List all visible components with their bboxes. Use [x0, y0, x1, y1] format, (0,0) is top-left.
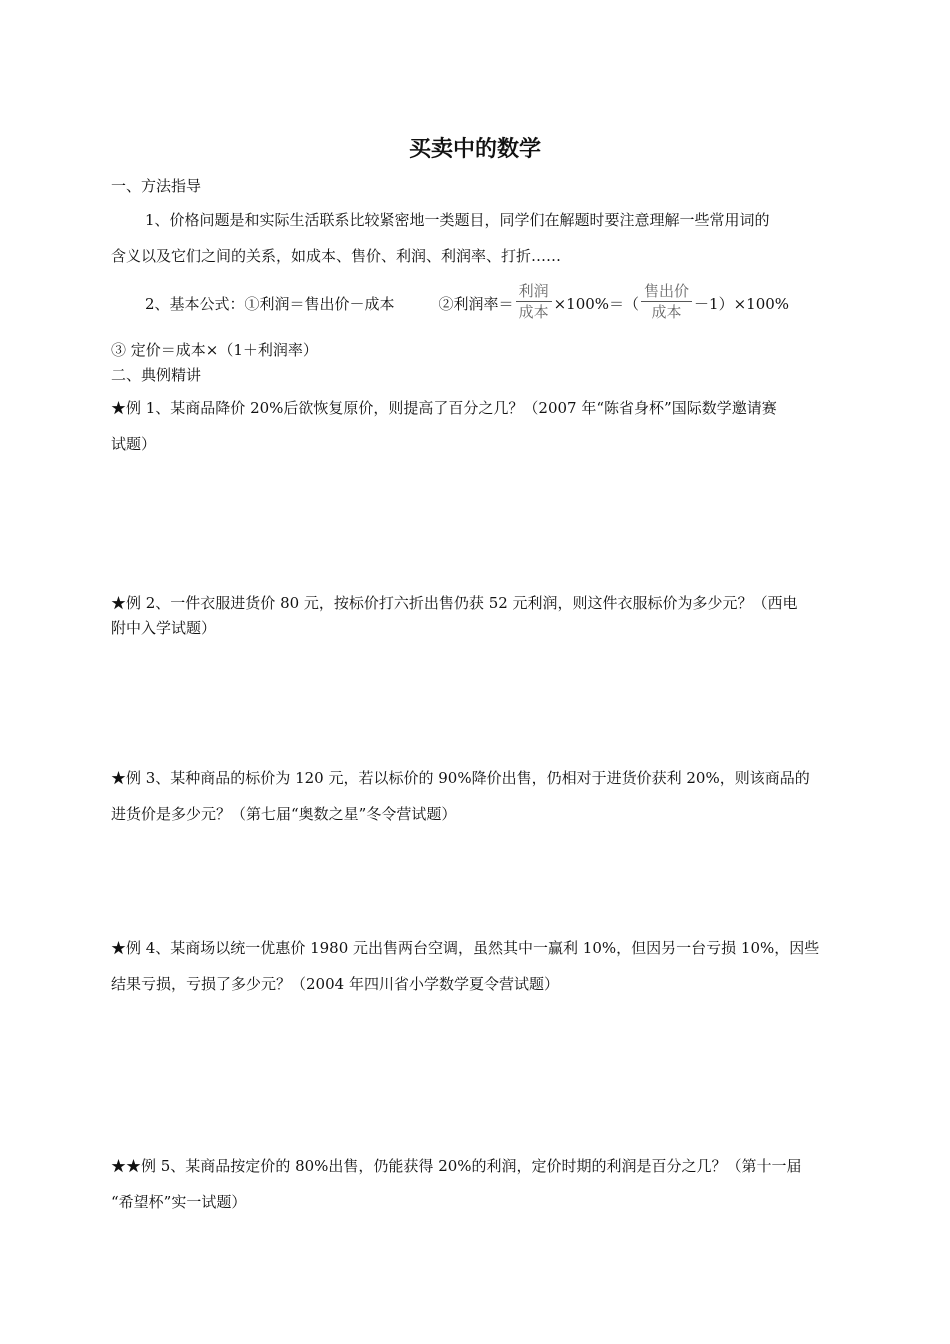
example-2-line-1: ★例 2、一件衣服进货价 80 元，按标价打六折出售仍获 52 元利润，则这件衣服标价为多少元？（西电	[111, 594, 798, 612]
example-1-line-2: 试题）	[111, 435, 157, 453]
formula-profit-rate-prefix: ②利润率＝	[438, 294, 514, 313]
page-title: 买卖中的数学	[408, 137, 541, 162]
formula-profit: 2、基本公式：①利润＝售出价－成本	[145, 294, 395, 313]
fraction-profit-over-cost	[516, 282, 552, 321]
example-3-line-2: 进货价是多少元？（第七届“奥数之星”冬令营试题）	[111, 805, 457, 823]
formula-row	[145, 280, 789, 326]
fraction-numerator: 利润	[516, 282, 552, 302]
formula-profit-rate-mid: ×100%＝（	[553, 294, 640, 313]
fraction-denominator: 成本	[518, 302, 549, 321]
example-5-line-1: ★★例 5、某商品按定价的 80%出售，仍能获得 20%的利润，定价时期的利润是百分之几？（第十一届	[111, 1157, 802, 1175]
example-2-line-2: 附中入学试题）	[111, 619, 217, 637]
example-1-line-1: ★例 1、某商品降价 20%后欲恢复原价，则提高了百分之几？（2007 年“陈省身杯”国际数学邀请赛	[111, 399, 777, 417]
example-4-line-1: ★例 4、某商场以统一优惠价 1980 元出售两台空调，虽然其中一赢利 10%，但因另一台亏损 10%，因些	[111, 939, 820, 957]
formula-profit-rate-suffix: －1）×100%	[694, 294, 790, 313]
fraction-price-over-cost	[641, 282, 692, 321]
section-heading-method: 一、方法指导	[111, 177, 202, 195]
formula-price: ③ 定价＝成本×（1＋利润率）	[111, 341, 318, 359]
fraction-numerator: 售出价	[641, 282, 692, 302]
example-4-line-2: 结果亏损，亏损了多少元？（2004 年四川省小学数学夏令营试题）	[111, 975, 559, 993]
section-heading-examples: 二、典例精讲	[111, 366, 202, 384]
method-paragraph-line-2: 含义以及它们之间的关系，如成本、售价、利润、利润率、打折……	[111, 247, 562, 265]
example-5-line-2: “希望杯”实一试题）	[111, 1193, 247, 1211]
method-paragraph-line-1: 1、价格问题是和实际生活联系比较紧密地一类题目，同学们在解题时要注意理解一些常用词的	[145, 211, 770, 229]
example-3-line-1: ★例 3、某种商品的标价为 120 元，若以标价的 90%降价出售，仍相对于进货价获利 20%，则该商品的	[111, 769, 810, 787]
fraction-denominator: 成本	[651, 302, 682, 321]
